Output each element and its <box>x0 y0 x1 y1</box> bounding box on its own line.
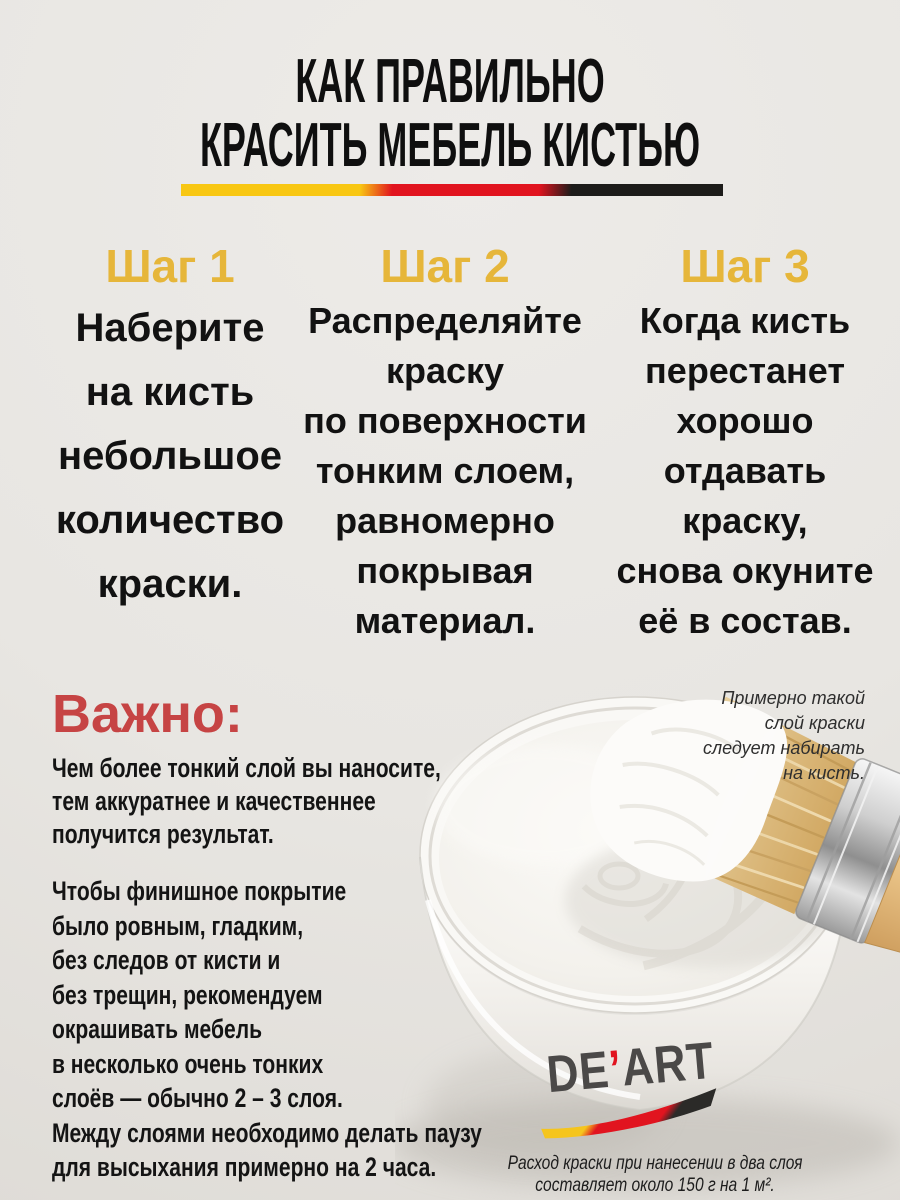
step-1-column <box>25 240 315 616</box>
step-1-label: Шаг 1 <box>105 240 235 292</box>
brand-logo-de: DE <box>544 1040 612 1105</box>
title-line-1: КАК ПРАВИЛЬНО <box>295 47 605 116</box>
brand-logo-art: ART <box>619 1031 717 1098</box>
important-paragraph-1: Чем более тонкий слой вы наносите, тем аккуратнее и качественнее получится результат. <box>52 753 441 849</box>
page-title <box>0 47 900 180</box>
step-2-text: Распределяйте краску по поверхности тонким слоем, равномерно покрывая материал. <box>303 300 587 641</box>
step-3-column <box>595 240 895 646</box>
title-underline-flag-bar <box>181 184 723 196</box>
important-paragraph-2: Чтобы финишное покрытие было ровным, гладким, без следов от кисти и без трещин, рекомендуем окрашивать мебель в несколько очень тонких слоёв — обычно 2 – 3 слоя. Между слоями необходимо делать паузу для высыхания примерно на 2 часа. <box>52 876 482 1182</box>
step-3-text: Когда кисть перестанет хорошо отдавать краску, снова окуните её в состав. <box>616 300 874 641</box>
step-1-text: Наберите на кисть небольшое количество краски. <box>55 306 285 606</box>
step-2-label: Шаг 2 <box>380 240 510 292</box>
paint-consumption-note: Расход краски при нанесении в два слоя составляет около 150 г на 1 м². <box>507 1153 803 1196</box>
important-heading: Важно: <box>52 684 243 744</box>
step-2-column <box>300 240 590 646</box>
brand-logo-apostrophe: ’ <box>606 1039 625 1099</box>
brush-layer-note: Примерно такой слой краски следует набирать на кисть. <box>702 688 865 783</box>
title-line-2: КРАСИТЬ МЕБЕЛЬ КИСТЬЮ <box>199 111 701 180</box>
step-3-label: Шаг 3 <box>680 240 810 292</box>
